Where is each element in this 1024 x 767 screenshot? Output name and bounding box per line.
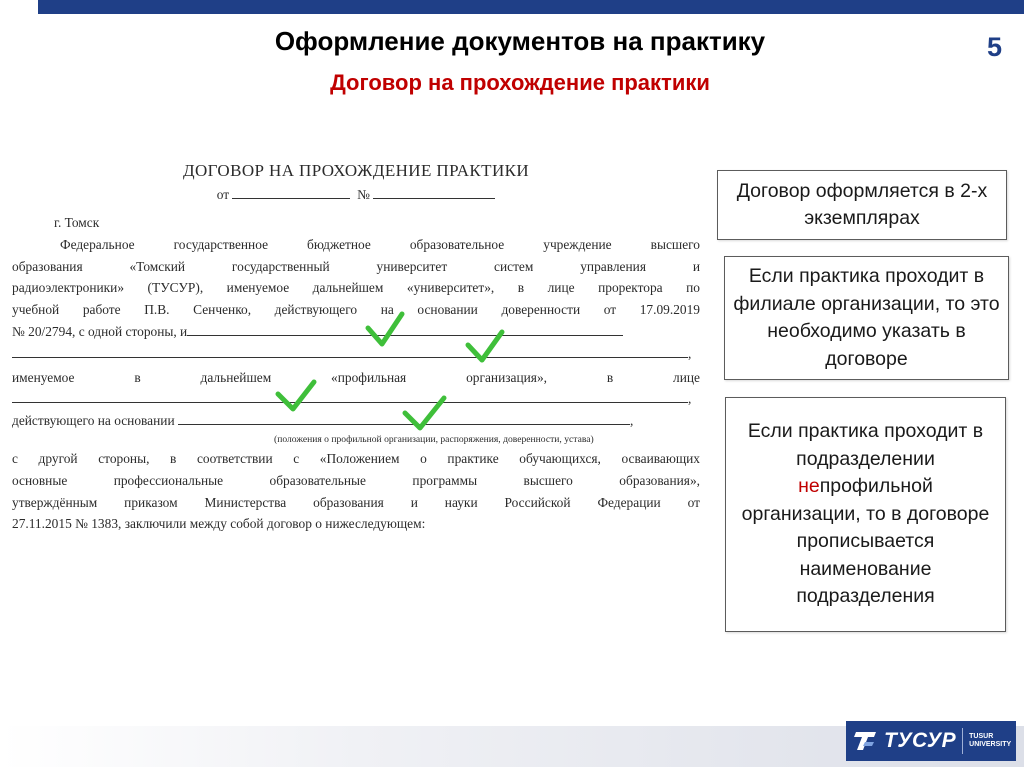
acting-line — [12, 410, 700, 432]
comma-1: , — [688, 345, 692, 361]
comma-2: , — [688, 391, 692, 407]
p1-line-2: образования «Томский государственный университет систем управления и — [12, 258, 700, 274]
page-number: 5 — [986, 32, 1002, 62]
basis-caption: (положения о профильной организации, распоряжения, доверенности, устава) — [274, 433, 594, 445]
organization-blank-2 — [12, 344, 688, 358]
contract-date-line — [12, 184, 700, 206]
note-branch — [724, 256, 1009, 380]
p2-line-2: основные профессиональные образовательные программы высшего образования», — [12, 472, 700, 488]
logo-text: ТУСУР — [884, 729, 957, 752]
tusur-logo — [846, 721, 1016, 761]
p1-line-3: радиоэлектроники» (ТУСУР), именуемое дальнейшем «университет», в лице проректора по — [12, 280, 700, 296]
contract-city: г. Томск — [54, 215, 100, 230]
acting-label: действующего на основании — [12, 413, 175, 429]
contract-title: ДОГОВОР НА ПРОХОЖДЕНИЕ ПРАКТИКИ — [182, 161, 530, 180]
date-blank — [232, 185, 350, 199]
basis-blank — [178, 411, 630, 425]
number-sign: № — [357, 187, 370, 202]
slide-subtitle: Договор на прохождение практики — [330, 70, 710, 95]
note-subdivision-text: Если практика проходит в подразделении непрофильной организации, то в договоре прописывается наименование подразделения — [741, 420, 990, 608]
representative-blank-line — [12, 388, 700, 410]
top-bar — [38, 0, 1024, 14]
logo-divider — [962, 728, 963, 754]
tusur-logo-icon — [846, 721, 884, 761]
note-subdivision — [725, 397, 1006, 632]
organization-blank-line — [12, 343, 700, 365]
note-branch-text: Если практика проходит в филиале организации, то это необходимо указать в договоре — [733, 265, 1000, 370]
organization-blank-1 — [187, 322, 623, 336]
slide-title: Оформление документов на практику — [274, 26, 766, 56]
contract-document — [12, 158, 700, 535]
number-blank — [373, 185, 495, 199]
p1-line-4: учебной работе П.В. Сенченко, действующего на основании доверенности от 17.09.2019 — [12, 302, 700, 318]
date-prefix: от — [216, 187, 230, 202]
p2-line-4: 27.11.2015 № 1383, заключили между собой договор о нижеследующем: — [12, 516, 426, 532]
note-copies-text: Договор оформляется в 2-х экземплярах — [736, 179, 988, 229]
representative-blank — [12, 389, 688, 403]
p1-last-text: № 20/2794, с одной стороны, и — [12, 323, 188, 339]
note-highlight: не — [798, 475, 820, 498]
named-line: именуемое в дальнейшем «профильная организация», в лице — [12, 369, 700, 385]
p2-line-1: с другой стороны, в соответствии с «Положением о практике обучающихся, осваивающих — [12, 450, 700, 466]
p1-line-5 — [12, 321, 700, 343]
p2-line-3: утверждённым приказом Министерства образования и науки Российской Федерации от — [12, 494, 700, 510]
logo-tagline: TUSUR UNIVERSITY — [969, 733, 1012, 748]
note-copies — [717, 170, 1007, 240]
comma-3: , — [629, 413, 634, 429]
p1-line-1: Федеральное государственное бюджетное образовательное учреждение высшего — [60, 236, 700, 252]
